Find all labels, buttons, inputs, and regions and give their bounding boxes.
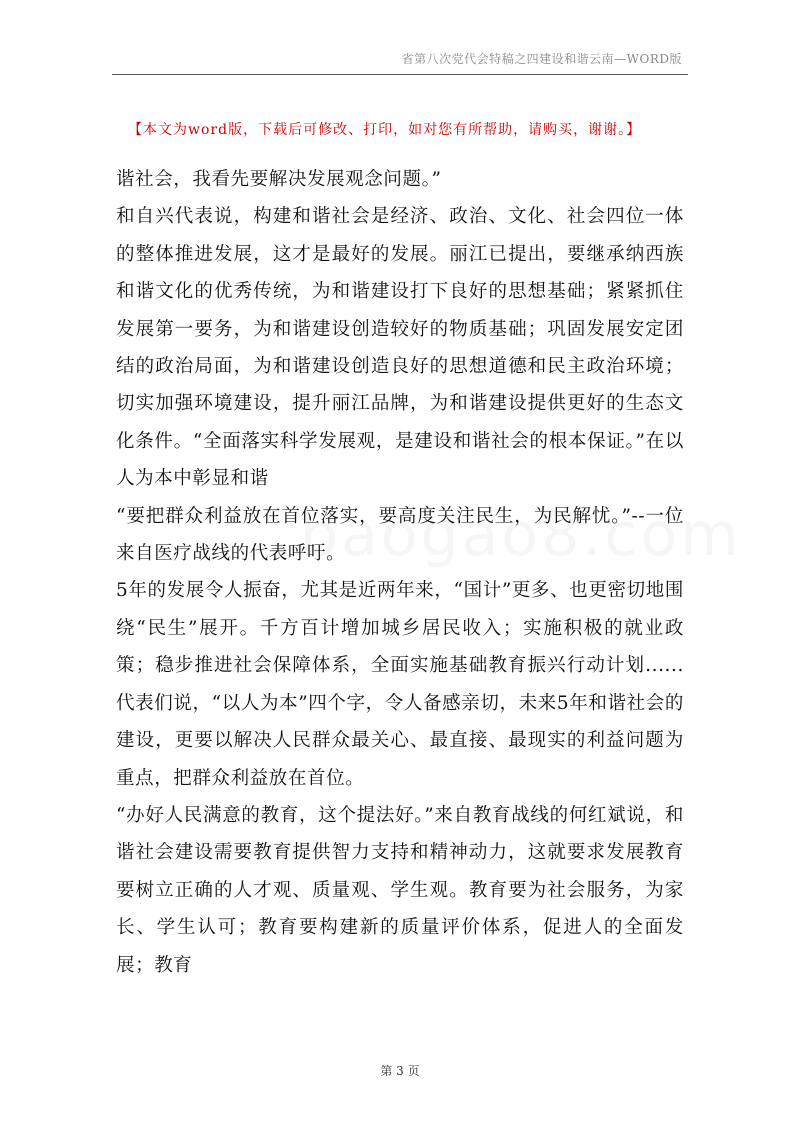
purchase-notice: 【本文为word版，下载后可修改、打印，如对您有所帮助，请购买，谢谢。】: [128, 122, 642, 138]
document-body: [116, 161, 684, 984]
paragraph: “要把群众利益放在首位落实，要高度关注民生，为民解忧。”--一位来自医疗战线的代表呼吁。: [116, 505, 684, 565]
paragraph: 和自兴代表说，构建和谐社会是经济、政治、文化、社会四位一体的整体推进发展，这才是最好的发展。丽江已提出，要继承纳西族和谐文化的优秀传统，为和谐建设打下良好的思想基础；紧紧抓住发展第一要务，为和谐建设创造较好的物质基础；巩固发展安定团结的政治局面，为和谐建设创造良好的思想道德和民主政治环境；切实加强环境建设，提升丽江品牌，为和谐建设提供更好的生态文化条件。“全面落实科学发展观，是建设和谐社会的根本保证。”在以人为本中彰显和谐: [116, 206, 684, 490]
header-divider: [112, 74, 688, 75]
paragraph: 5年的发展令人振奋，尤其是近两年来，“国计”更多、也更密切地围绕“民生”展开。千方百计增加城乡居民收入；实施积极的就业政策；稳步推进社会保障体系，全面实施基础教育振兴行动计划......代表们说，“以人为本”四个字，令人备感亲切，未来5年和谐社会的建设，更要以解决人民群众最关心、最直接、最现实的利益问题为重点，把群众利益放在首位。: [116, 580, 684, 789]
page-number: 第 3 页: [380, 1064, 420, 1078]
paragraph: 谐社会，我看先要解决发展观念问题。”: [116, 169, 442, 190]
paragraph: “办好人民满意的教育，这个提法好。”来自教育战线的何红斌说，和谐社会建设需要教育提供智力支持和精神动力，这就要求发展教育要树立正确的人才观、质量观、学生观。教育要为社会服务，为家长、学生认可；教育要构建新的质量评价体系，促进人的全面发展；教育: [116, 804, 684, 976]
page-header-title: 省第八次党代会特稿之四建设和谐云南—WORD版: [401, 52, 682, 66]
